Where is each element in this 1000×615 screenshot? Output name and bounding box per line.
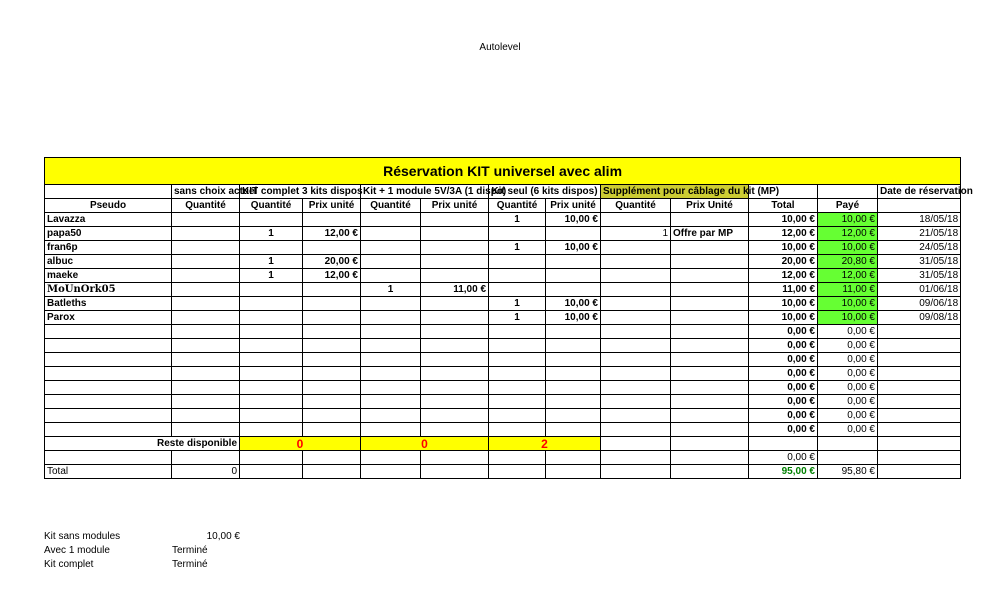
cell-km-qty xyxy=(361,255,421,269)
col-header-ks-qty: Quantité xyxy=(489,199,546,213)
cell-empty xyxy=(671,465,749,479)
cell-paye: 0,00 € xyxy=(818,325,878,339)
cell-date: 01/06/18 xyxy=(878,283,961,297)
cell-paye: 0,00 € xyxy=(818,339,878,353)
group-header-sans-choix: sans choix actuel xyxy=(172,185,240,199)
cell-empty xyxy=(546,325,601,339)
cell-kc-qty: 1 xyxy=(240,227,303,241)
cell-empty xyxy=(361,325,421,339)
cell-sup-price xyxy=(671,255,749,269)
group-header-kit-complet: KIT complet 3 kits dispos xyxy=(240,185,361,199)
note-kit-sans-modules xyxy=(44,530,240,544)
cell-ks-price: 10,00 € xyxy=(546,241,601,255)
cell-empty xyxy=(421,381,489,395)
col-header-kc-price: Prix unité xyxy=(303,199,361,213)
cell-paye: 10,00 € xyxy=(818,297,878,311)
reste-kit-complet: 0 xyxy=(240,437,361,451)
cell-pseudo: Lavazza xyxy=(45,213,172,227)
cell-pseudo: Batleths xyxy=(45,297,172,311)
cell-empty xyxy=(361,353,421,367)
cell-empty xyxy=(303,325,361,339)
cell-sc-qty xyxy=(172,283,240,297)
cell-empty xyxy=(421,353,489,367)
cell-empty xyxy=(546,353,601,367)
cell-empty xyxy=(489,409,546,423)
cell-total: 12,00 € xyxy=(749,269,818,283)
cell-km-qty xyxy=(361,227,421,241)
cell-empty xyxy=(303,381,361,395)
cell-date: 24/05/18 xyxy=(878,241,961,255)
table-row-empty xyxy=(45,339,961,353)
cell-date xyxy=(878,325,961,339)
cell-sc-qty xyxy=(172,213,240,227)
cell-empty xyxy=(303,395,361,409)
cell-date: 18/05/18 xyxy=(878,213,961,227)
cell-kc-qty xyxy=(240,213,303,227)
cell-empty xyxy=(601,437,671,451)
cell-empty xyxy=(240,353,303,367)
cell-kc-price: 20,00 € xyxy=(303,255,361,269)
page-header-title: Autolevel xyxy=(479,42,521,53)
cell-empty xyxy=(172,353,240,367)
col-header-paye: Payé xyxy=(818,199,878,213)
cell-empty xyxy=(421,409,489,423)
cell-total: 10,00 € xyxy=(749,213,818,227)
note-value: Terminé xyxy=(172,559,208,570)
cell-kc-price xyxy=(303,213,361,227)
cell-empty xyxy=(546,423,601,437)
col-header-date-empty xyxy=(878,199,961,213)
table-row xyxy=(45,213,961,227)
col-header-sup-price: Prix Unité xyxy=(671,199,749,213)
cell-empty xyxy=(172,409,240,423)
cell-kc-price xyxy=(303,311,361,325)
total-sans-choix: 0 xyxy=(172,465,240,479)
cell-sc-qty xyxy=(172,255,240,269)
cell-empty xyxy=(421,367,489,381)
cell-ks-price xyxy=(546,255,601,269)
cell-empty xyxy=(546,339,601,353)
note-label: Kit sans modules xyxy=(44,531,121,542)
cell-empty xyxy=(361,409,421,423)
cell-sc-qty xyxy=(172,297,240,311)
note-label: Avec 1 module xyxy=(44,545,110,556)
col-header-sc-qty: Quantité xyxy=(172,199,240,213)
cell-empty xyxy=(546,367,601,381)
col-header-ks-price: Prix unité xyxy=(546,199,601,213)
cell-total: 11,00 € xyxy=(749,283,818,297)
cell-kc-price xyxy=(303,283,361,297)
cell-ks-price: 10,00 € xyxy=(546,297,601,311)
cell-sup-qty xyxy=(601,269,671,283)
cell-total: 10,00 € xyxy=(749,311,818,325)
cell-empty xyxy=(421,395,489,409)
cell-ks-price: 10,00 € xyxy=(546,311,601,325)
cell-kc-price xyxy=(303,297,361,311)
table-row xyxy=(45,255,961,269)
table-row-empty xyxy=(45,353,961,367)
cell-km-qty xyxy=(361,213,421,227)
cell-empty xyxy=(303,451,361,465)
cell-empty xyxy=(361,381,421,395)
cell-sup-qty xyxy=(601,311,671,325)
cell-empty xyxy=(818,437,878,451)
cell-empty xyxy=(489,339,546,353)
cell-empty xyxy=(818,451,878,465)
cell-empty xyxy=(489,381,546,395)
total-sum: 95,00 € xyxy=(749,465,818,479)
cell-ks-qty: 1 xyxy=(489,213,546,227)
cell-kc-qty xyxy=(240,311,303,325)
cell-kc-qty xyxy=(240,283,303,297)
cell-ks-qty: 1 xyxy=(489,241,546,255)
group-header-pseudo-empty xyxy=(45,185,172,199)
cell-sup-qty xyxy=(601,283,671,297)
cell-empty xyxy=(172,423,240,437)
table-row xyxy=(45,241,961,255)
reste-kit-module: 0 xyxy=(361,437,489,451)
cell-ks-qty: 1 xyxy=(489,297,546,311)
cell-sc-qty xyxy=(172,269,240,283)
cell-empty xyxy=(240,381,303,395)
cell-empty xyxy=(303,409,361,423)
note-label: Kit complet xyxy=(44,559,94,570)
note-value: 10,00 € xyxy=(206,531,240,542)
group-header-kit-module: Kit + 1 module 5V/3A (1 dispo) xyxy=(361,185,489,199)
cell-paye: 0,00 € xyxy=(818,353,878,367)
table-row-extra xyxy=(45,451,961,465)
cell-sup-qty xyxy=(601,213,671,227)
group-header-date: Date de réservation xyxy=(878,185,961,199)
cell-empty xyxy=(172,451,240,465)
cell-empty xyxy=(489,451,546,465)
cell-kc-qty xyxy=(240,297,303,311)
cell-empty xyxy=(361,451,421,465)
cell-paye: 10,00 € xyxy=(818,213,878,227)
cell-empty xyxy=(671,367,749,381)
cell-total: 0,00 € xyxy=(749,367,818,381)
cell-km-price: 11,00 € xyxy=(421,283,489,297)
note-value: Terminé xyxy=(172,545,208,556)
cell-empty xyxy=(361,339,421,353)
cell-empty xyxy=(361,465,421,479)
cell-empty xyxy=(546,451,601,465)
cell-total: 0,00 € xyxy=(749,409,818,423)
cell-empty xyxy=(240,465,303,479)
cell-date: 31/05/18 xyxy=(878,255,961,269)
cell-empty xyxy=(45,423,172,437)
cell-empty xyxy=(601,423,671,437)
cell-empty xyxy=(489,367,546,381)
cell-km-price xyxy=(421,297,489,311)
cell-empty xyxy=(361,395,421,409)
cell-empty xyxy=(240,423,303,437)
cell-empty xyxy=(45,451,172,465)
cell-empty xyxy=(671,339,749,353)
cell-sup-price xyxy=(671,283,749,297)
cell-paye: 0,00 € xyxy=(818,423,878,437)
cell-total: 10,00 € xyxy=(749,297,818,311)
cell-sup-price: Offre par MP xyxy=(671,227,749,241)
cell-date xyxy=(878,339,961,353)
cell-pseudo: MoUnOrk05 xyxy=(45,283,172,297)
cell-sc-qty xyxy=(172,227,240,241)
cell-empty xyxy=(601,409,671,423)
cell-ks-price xyxy=(546,283,601,297)
cell-empty xyxy=(671,451,749,465)
cell-empty xyxy=(45,339,172,353)
cell-paye: 20,80 € xyxy=(818,255,878,269)
cell-total: 0,00 € xyxy=(749,423,818,437)
table-row xyxy=(45,297,961,311)
cell-km-qty xyxy=(361,241,421,255)
reste-kit-seul: 2 xyxy=(489,437,601,451)
cell-paye: 10,00 € xyxy=(818,241,878,255)
cell-empty xyxy=(240,395,303,409)
cell-empty xyxy=(489,465,546,479)
cell-kc-qty: 1 xyxy=(240,255,303,269)
cell-empty xyxy=(303,353,361,367)
cell-sup-price xyxy=(671,241,749,255)
cell-empty xyxy=(303,423,361,437)
cell-empty xyxy=(45,409,172,423)
cell-pseudo: fran6p xyxy=(45,241,172,255)
col-header-total: Total xyxy=(749,199,818,213)
cell-empty xyxy=(671,353,749,367)
cell-sup-qty: 1 xyxy=(601,227,671,241)
cell-empty xyxy=(303,465,361,479)
cell-empty xyxy=(421,465,489,479)
cell-ks-qty: 1 xyxy=(489,311,546,325)
cell-date xyxy=(878,381,961,395)
cell-empty xyxy=(172,381,240,395)
cell-empty xyxy=(172,339,240,353)
cell-empty xyxy=(878,437,961,451)
cell-empty xyxy=(601,325,671,339)
cell-empty xyxy=(361,367,421,381)
group-header-paye-empty xyxy=(818,185,878,199)
cell-sup-price xyxy=(671,269,749,283)
cell-pseudo: Parox xyxy=(45,311,172,325)
col-header-kc-qty: Quantité xyxy=(240,199,303,213)
cell-empty xyxy=(601,465,671,479)
note-kit-complet xyxy=(44,558,240,572)
cell-sc-qty xyxy=(172,311,240,325)
cell-empty xyxy=(601,381,671,395)
cell-ks-price xyxy=(546,227,601,241)
cell-empty xyxy=(421,423,489,437)
table-row-empty xyxy=(45,409,961,423)
cell-empty xyxy=(240,325,303,339)
group-header-kit-seul: Kit seul (6 kits dispos) xyxy=(489,185,601,199)
table-row-empty xyxy=(45,395,961,409)
total-label: Total xyxy=(45,465,172,479)
cell-km-qty xyxy=(361,297,421,311)
cell-date xyxy=(878,367,961,381)
cell-kc-price: 12,00 € xyxy=(303,269,361,283)
cell-sup-qty xyxy=(601,255,671,269)
cell-date: 09/08/18 xyxy=(878,311,961,325)
cell-kc-price xyxy=(303,241,361,255)
cell-km-price xyxy=(421,241,489,255)
cell-paye: 0,00 € xyxy=(818,381,878,395)
cell-empty xyxy=(671,381,749,395)
cell-empty xyxy=(45,353,172,367)
cell-empty xyxy=(546,381,601,395)
cell-total: 10,00 € xyxy=(749,241,818,255)
cell-total: 0,00 € xyxy=(749,325,818,339)
cell-total: 0,00 € xyxy=(749,339,818,353)
cell-total: 12,00 € xyxy=(749,227,818,241)
cell-paye: 12,00 € xyxy=(818,269,878,283)
sheet-title: Réservation KIT universel avec alim xyxy=(45,158,961,185)
cell-empty xyxy=(45,381,172,395)
cell-empty xyxy=(240,339,303,353)
cell-total: 0,00 € xyxy=(749,395,818,409)
cell-km-qty xyxy=(361,311,421,325)
footer-notes xyxy=(44,530,240,572)
cell-km-qty xyxy=(361,269,421,283)
cell-total: 0,00 € xyxy=(749,451,818,465)
cell-date xyxy=(878,353,961,367)
cell-total: 0,00 € xyxy=(749,353,818,367)
cell-paye: 10,00 € xyxy=(818,311,878,325)
cell-paye: 0,00 € xyxy=(818,395,878,409)
cell-empty xyxy=(671,409,749,423)
cell-empty xyxy=(240,451,303,465)
cell-empty xyxy=(671,423,749,437)
cell-empty xyxy=(172,395,240,409)
cell-empty xyxy=(489,395,546,409)
group-header-supplement: Supplément pour câblage du kit (MP) xyxy=(601,185,749,199)
cell-paye: 0,00 € xyxy=(818,409,878,423)
cell-empty xyxy=(671,325,749,339)
cell-empty xyxy=(546,409,601,423)
cell-date: 31/05/18 xyxy=(878,269,961,283)
reservation-sheet xyxy=(44,157,973,479)
cell-km-price xyxy=(421,311,489,325)
cell-pseudo: papa50 xyxy=(45,227,172,241)
cell-ks-price: 10,00 € xyxy=(546,213,601,227)
cell-empty xyxy=(361,423,421,437)
table-row xyxy=(45,311,961,325)
cell-empty xyxy=(303,339,361,353)
table-row xyxy=(45,283,961,297)
cell-empty xyxy=(240,367,303,381)
cell-sup-qty xyxy=(601,297,671,311)
cell-paye: 12,00 € xyxy=(818,227,878,241)
cell-empty xyxy=(172,325,240,339)
cell-empty xyxy=(489,353,546,367)
cell-date xyxy=(878,395,961,409)
cell-empty xyxy=(749,437,818,451)
cell-km-price xyxy=(421,255,489,269)
cell-date: 09/06/18 xyxy=(878,297,961,311)
cell-ks-qty xyxy=(489,255,546,269)
cell-empty xyxy=(601,395,671,409)
cell-empty xyxy=(601,367,671,381)
cell-empty xyxy=(172,367,240,381)
cell-empty xyxy=(546,395,601,409)
table-row-empty xyxy=(45,325,961,339)
cell-empty xyxy=(303,367,361,381)
total-paye: 95,80 € xyxy=(818,465,878,479)
cell-km-qty: 1 xyxy=(361,283,421,297)
cell-empty xyxy=(601,451,671,465)
cell-empty xyxy=(546,465,601,479)
cell-date xyxy=(878,409,961,423)
table-row-empty xyxy=(45,381,961,395)
note-avec-1-module xyxy=(44,544,240,558)
cell-empty xyxy=(489,325,546,339)
table-row-empty xyxy=(45,423,961,437)
cell-empty xyxy=(601,339,671,353)
cell-sup-price xyxy=(671,311,749,325)
cell-ks-qty xyxy=(489,227,546,241)
cell-km-price xyxy=(421,269,489,283)
cell-date xyxy=(878,423,961,437)
total-row xyxy=(45,465,961,479)
cell-empty xyxy=(45,395,172,409)
cell-sup-price xyxy=(671,297,749,311)
col-header-km-price: Prix unité xyxy=(421,199,489,213)
cell-ks-price xyxy=(546,269,601,283)
cell-total: 20,00 € xyxy=(749,255,818,269)
cell-sup-price xyxy=(671,213,749,227)
table-row xyxy=(45,269,961,283)
cell-empty xyxy=(601,353,671,367)
cell-ks-qty xyxy=(489,269,546,283)
cell-empty xyxy=(45,367,172,381)
cell-total: 0,00 € xyxy=(749,381,818,395)
cell-empty xyxy=(421,339,489,353)
cell-kc-price: 12,00 € xyxy=(303,227,361,241)
cell-kc-qty xyxy=(240,241,303,255)
cell-empty xyxy=(671,437,749,451)
cell-pseudo: albuc xyxy=(45,255,172,269)
table-row xyxy=(45,227,961,241)
reste-disponible-row xyxy=(45,437,961,451)
table-row-empty xyxy=(45,367,961,381)
cell-empty xyxy=(671,395,749,409)
cell-empty xyxy=(45,325,172,339)
col-header-km-qty: Quantité xyxy=(361,199,421,213)
cell-empty xyxy=(878,465,961,479)
cell-kc-qty: 1 xyxy=(240,269,303,283)
cell-pseudo: maeke xyxy=(45,269,172,283)
col-header-pseudo: Pseudo xyxy=(45,199,172,213)
cell-empty xyxy=(240,409,303,423)
cell-paye: 11,00 € xyxy=(818,283,878,297)
cell-empty xyxy=(421,451,489,465)
cell-sc-qty xyxy=(172,241,240,255)
cell-date: 21/05/18 xyxy=(878,227,961,241)
reste-label: Reste disponible xyxy=(45,437,240,451)
cell-paye: 0,00 € xyxy=(818,367,878,381)
cell-km-price xyxy=(421,227,489,241)
cell-empty xyxy=(878,451,961,465)
col-header-sup-qty: Quantité xyxy=(601,199,671,213)
cell-km-price xyxy=(421,213,489,227)
cell-sup-qty xyxy=(601,241,671,255)
cell-empty xyxy=(421,325,489,339)
cell-empty xyxy=(489,423,546,437)
cell-ks-qty xyxy=(489,283,546,297)
